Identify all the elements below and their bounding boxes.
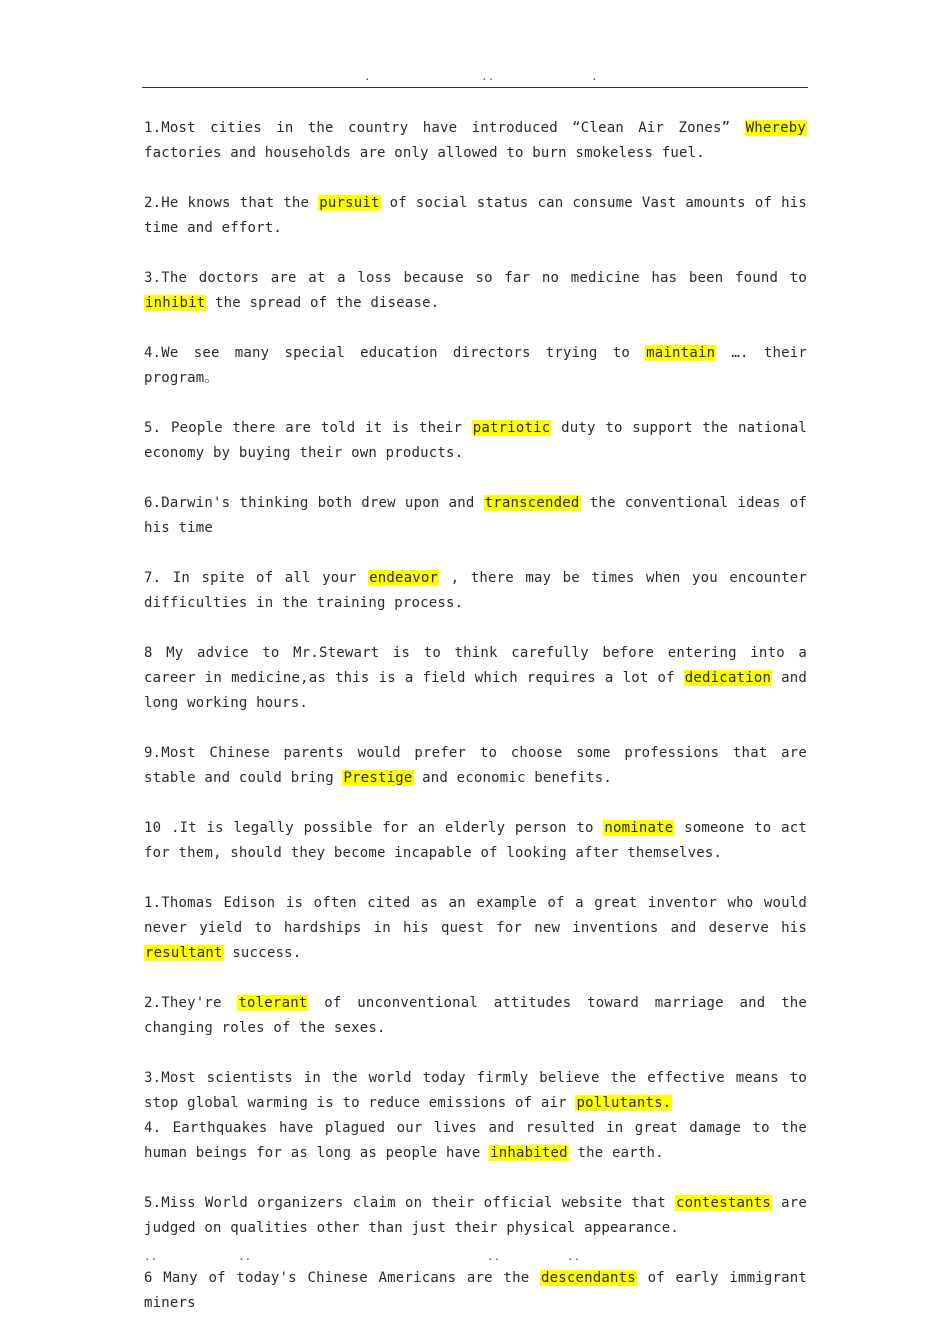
highlighted-word: patriotic — [472, 420, 551, 436]
sentence-item: 1.Thomas Edison is often cited as an example of a great inventor who would never yield to hardships in his quest for new inventions and deserve his resultant success. — [144, 895, 807, 961]
sentence-item: 2.He knows that the pursuit of social status can consume Vast amounts of his time and effort. — [144, 195, 808, 236]
sentence-item: 3.Most scientists in the world today firmly believe the effective means to stop global warming is to reduce emissions of air pollutants. — [144, 1070, 807, 1111]
sentence-item: 3.The doctors are at a loss because so far no medicine has been found to inhibit the spread of the disease. — [144, 270, 807, 311]
sentence-item: 8 My advice to Mr.Stewart is to think carefully before entering into a career in medicine,as this is a field which requires a lot of dedication and long working hours. — [144, 645, 808, 711]
header-mark: . — [364, 70, 371, 83]
highlighted-word: resultant — [145, 945, 223, 961]
header-mark: .. — [481, 70, 495, 83]
highlighted-word: nominate — [604, 820, 674, 836]
sentence-item: 6.Darwin's thinking both drew upon and transcended the conventional ideas of his time — [144, 495, 807, 536]
highlighted-word: inhibit — [145, 295, 206, 311]
sentence-item: 2.They're tolerant of unconventional attitudes toward marriage and the changing roles of the sexes. — [144, 995, 807, 1036]
footer-mark: .. — [238, 1250, 252, 1263]
header-rule — [142, 87, 808, 88]
footer-mark: .. — [487, 1250, 501, 1263]
highlighted-word: Whereby — [745, 120, 806, 136]
sentence-item: 7. In spite of all your endeavor , there may be times when you encounter difficulties in the training process. — [144, 570, 808, 611]
highlighted-word: tolerant — [238, 995, 308, 1011]
sentence-item: 9.Most Chinese parents would prefer to choose some professions that are stable and could bring Prestige and economic benefits. — [144, 745, 807, 786]
document-body — [144, 116, 807, 1341]
sentence-item: 5.Miss World organizers claim on their official website that contestants are judged on qualities other than just their physical appearance. — [144, 1195, 808, 1236]
highlighted-word: contestants — [676, 1195, 771, 1211]
sentence-item: 4. Earthquakes have plagued our lives and resulted in great damage to the human beings for as long as people have inhabited the earth. — [144, 1120, 807, 1161]
sentence-item: 10 .It is legally possible for an elderly person to nominate someone to act for them, should they become incapable of looking after themselves. — [144, 820, 807, 861]
footer-mark: .. — [567, 1250, 581, 1263]
footer-mark: .. — [144, 1250, 158, 1263]
highlighted-word: dedication — [684, 670, 772, 686]
header-mark: . — [591, 70, 598, 83]
highlighted-word: maintain — [646, 345, 716, 361]
sentence-item: 1.Most cities in the country have introduced “Clean Air Zones” Whereby factories and households are only allowed to burn smokeless fuel. — [144, 120, 806, 161]
highlighted-word: transcended — [484, 495, 580, 511]
highlighted-word: descendants — [541, 1270, 636, 1286]
highlighted-word: endeavor — [369, 570, 439, 586]
sentence-item: 4.We see many special education directors trying to maintain …. their program。 — [144, 345, 807, 386]
highlighted-word: pursuit — [319, 195, 380, 211]
highlighted-word: pollutants. — [576, 1095, 672, 1111]
sentence-item: 6 Many of today's Chinese Americans are the descendants of early immigrant miners — [144, 1270, 807, 1311]
highlighted-word: Prestige — [343, 770, 413, 786]
sentence-item: 5. People there are told it is their patriotic duty to support the national economy by buying their own products. — [144, 420, 808, 461]
highlighted-word: inhabited — [490, 1145, 568, 1161]
